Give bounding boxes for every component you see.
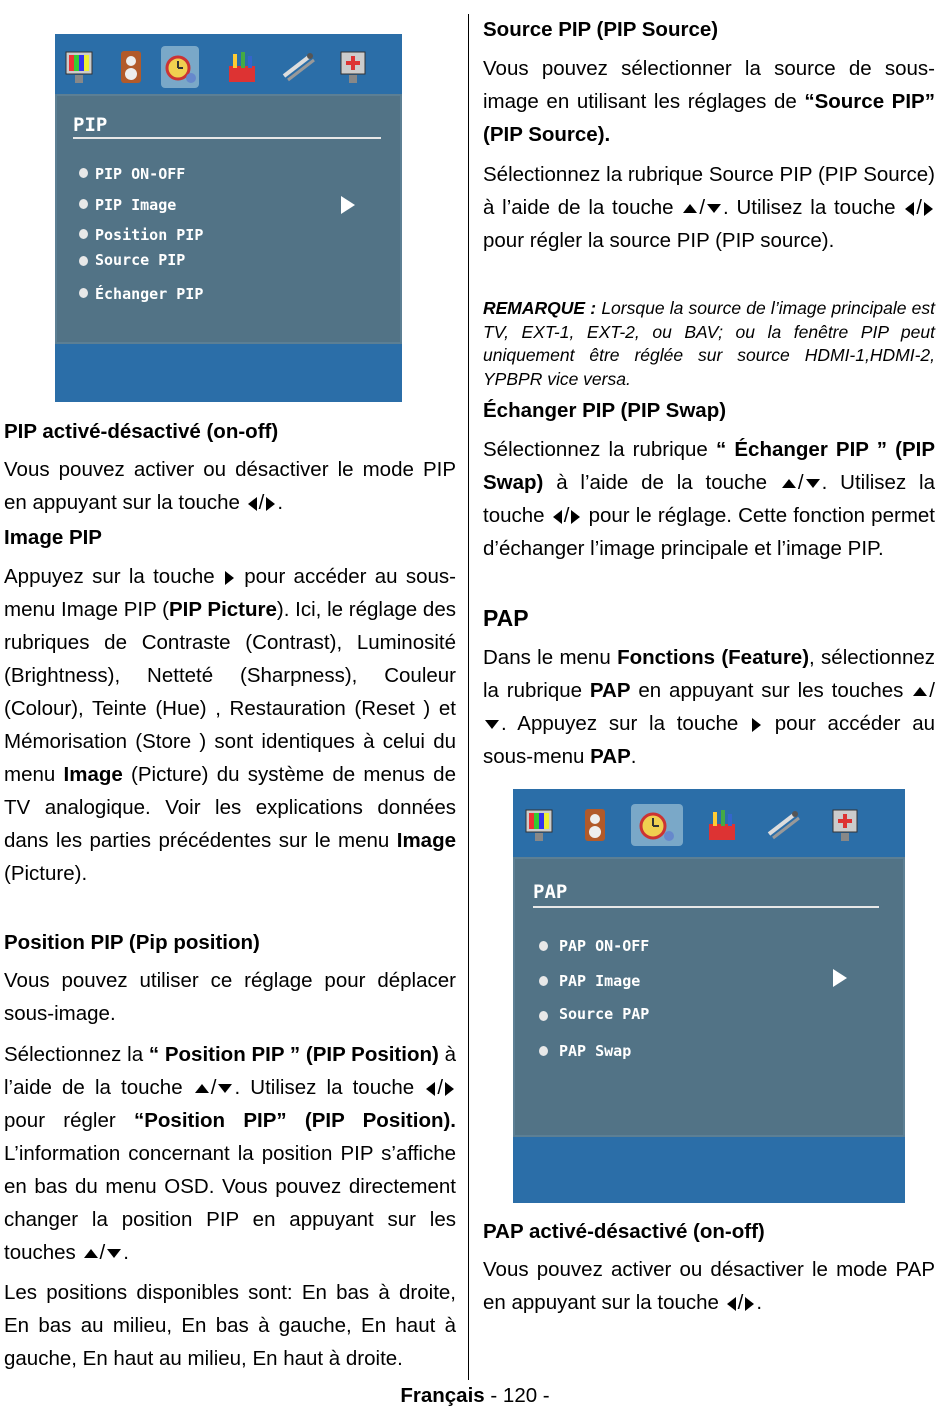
bullet-icon xyxy=(79,168,88,178)
bullet-icon xyxy=(539,1046,548,1056)
right-arrow-icon xyxy=(266,497,275,511)
up-arrow-icon xyxy=(683,204,697,213)
right-arrow-icon xyxy=(924,202,933,216)
submenu-arrow-icon xyxy=(341,196,355,214)
heading-pap: PAP xyxy=(483,605,529,631)
menu-icon-bar xyxy=(55,34,402,94)
down-arrow-icon xyxy=(107,1249,121,1258)
feature-icon xyxy=(631,804,683,846)
paragraph-pap-on-off: Vous pouvez activer ou désactiver le mode PAP en appuyant sur la touche / . xyxy=(483,1258,935,1314)
bullet-icon xyxy=(539,976,548,986)
menu-item-pap-on-off[interactable]: PAP ON-OFF xyxy=(559,937,650,955)
up-arrow-icon xyxy=(782,479,796,488)
menu-icon-bar xyxy=(513,789,905,857)
connection-icon xyxy=(280,46,318,88)
left-arrow-icon xyxy=(905,202,914,216)
paragraph-position-pip: Sélectionnez la “ Position PIP ” (PIP Position) à l’aide de la touche / . Utilisez la touche / pour régler “Position PIP” (PIP Position). L’information concernant la position PIP s’affiche en bas du menu OSD. Vous pouvez directement changer la position PIP en appuyant sur les touches / . xyxy=(4,1043,457,1264)
paragraph-source-pip-intro: Vous pouvez sélectionner la source de sous-image en utilisant les réglages de “Source PIP” (PIP Source). xyxy=(483,57,935,146)
bullet-icon xyxy=(79,288,88,298)
up-arrow-icon xyxy=(195,1084,209,1093)
menu-footer xyxy=(513,1137,905,1203)
menu-item-position-pip[interactable]: Position PIP xyxy=(95,226,204,244)
menu-footer xyxy=(55,344,402,402)
submenu-arrow-icon xyxy=(833,969,847,987)
connection-icon xyxy=(765,804,803,846)
menu-panel xyxy=(515,859,903,1135)
menu-item-pap-image[interactable]: PAP Image xyxy=(559,972,641,990)
heading-pip-on-off: PIP activé-désactivé (on-off) xyxy=(4,420,279,443)
footer-language: Français xyxy=(400,1384,485,1407)
up-arrow-icon xyxy=(913,687,927,696)
menu-item-pap-swap[interactable]: PAP Swap xyxy=(559,1042,632,1060)
remark-label: REMARQUE : xyxy=(483,298,597,318)
bullet-icon xyxy=(79,256,88,266)
pip-menu-screenshot xyxy=(55,34,402,402)
right-arrow-icon xyxy=(752,718,761,732)
menu-item-pip-image[interactable]: PIP Image xyxy=(95,196,177,214)
title-rule xyxy=(533,906,879,908)
source-icon xyxy=(335,46,373,88)
heading-echanger-pip: Échanger PIP (PIP Swap) xyxy=(483,399,727,422)
heading-image-pip: Image PIP xyxy=(4,526,102,549)
paragraph-positions-available: Les positions disponibles sont: En bas à droite, En bas au milieu, En bas à gauche, En haut à gauche, En haut au milieu, En haut à droite. xyxy=(4,1281,456,1370)
title-rule xyxy=(73,137,381,139)
heading-source-pip: Source PIP (PIP Source) xyxy=(483,18,719,41)
install-icon xyxy=(703,804,741,846)
remark-note: REMARQUE : Lorsque la source de l’image principale est TV, EXT-1, EXT-2, ou BAV; ou la fenêtre PIP peut uniquement être réglée sur source HDMI-1,HDMI-2, YPBPR vice versa. xyxy=(483,298,935,390)
left-arrow-icon xyxy=(553,510,562,524)
menu-panel xyxy=(57,96,400,342)
down-arrow-icon xyxy=(806,479,820,488)
page-number: - 120 - xyxy=(490,1384,550,1407)
paragraph-image-pip: Appuyez sur la touche pour accéder au sous-menu Image PIP (PIP Picture). Ici, le réglage des rubriques de Contraste (Contrast), Luminosité (Brightness), Netteté (Sharpness), Couleur (Colour), Teinte (Hue) , Restauration (Reset ) et Mémorisation (Store ) sont identiques à celui du menu Image (Picture) du système de menus de TV analogique. Voir les explications données dans les parties précédentes sur le menu Image (Picture). xyxy=(4,565,456,885)
picture-icon xyxy=(521,804,559,846)
sound-icon xyxy=(575,804,613,846)
bullet-icon xyxy=(79,229,88,239)
sound-icon xyxy=(111,46,149,88)
paragraph-pap: Dans le menu Fonctions (Feature), sélectionnez la rubrique PAP en appuyant sur les touches /. Appuyez sur la touche pour accéder au sous-menu PAP. xyxy=(483,646,936,768)
feature-icon xyxy=(161,46,199,88)
up-arrow-icon xyxy=(84,1249,98,1258)
picture-icon xyxy=(61,46,99,88)
down-arrow-icon xyxy=(218,1084,232,1093)
menu-title: PIP xyxy=(73,114,108,136)
heading-pap-on-off: PAP activé-désactivé (on-off) xyxy=(483,1220,765,1243)
right-arrow-icon xyxy=(571,510,580,524)
heading-position-pip: Position PIP (Pip position) xyxy=(4,931,260,954)
bullet-icon xyxy=(79,199,88,209)
paragraph-source-pip: Sélectionnez la rubrique Source PIP (PIP Source) à l’aide de la touche / . Utilisez la touche / pour régler la source PIP (PIP source). xyxy=(483,163,935,252)
left-arrow-icon xyxy=(727,1297,736,1311)
menu-title: PAP xyxy=(533,881,568,903)
right-arrow-icon xyxy=(445,1082,454,1096)
install-icon xyxy=(223,46,261,88)
column-divider xyxy=(468,14,469,1380)
down-arrow-icon xyxy=(707,204,721,213)
pap-menu-screenshot xyxy=(513,789,905,1203)
left-arrow-icon xyxy=(248,497,257,511)
right-arrow-icon xyxy=(745,1297,754,1311)
paragraph-position-pip-intro: Vous pouvez utiliser ce réglage pour déplacer sous-image. xyxy=(4,969,456,1025)
bullet-icon xyxy=(539,1011,548,1021)
menu-item-source-pip[interactable]: Source PIP xyxy=(95,251,186,269)
menu-item-source-pap[interactable]: Source PAP xyxy=(559,1005,650,1023)
page-footer xyxy=(0,1384,950,1408)
left-arrow-icon xyxy=(426,1082,435,1096)
paragraph-echanger-pip: Sélectionnez la rubrique “ Échanger PIP ” (PIP Swap) à l’aide de la touche / . Utilisez la touche / pour le réglage. Cette fonction permet d’échanger l’image principale et l’image PIP. xyxy=(483,438,935,560)
down-arrow-icon xyxy=(485,720,499,729)
bullet-icon xyxy=(539,941,548,951)
source-icon xyxy=(827,804,865,846)
paragraph-pip-on-off: Vous pouvez activer ou désactiver le mode PIP en appuyant sur la touche / . xyxy=(4,458,456,514)
menu-item-echanger-pip[interactable]: Échanger PIP xyxy=(95,285,204,303)
menu-item-pip-on-off[interactable]: PIP ON-OFF xyxy=(95,165,186,183)
right-arrow-icon xyxy=(225,571,234,585)
